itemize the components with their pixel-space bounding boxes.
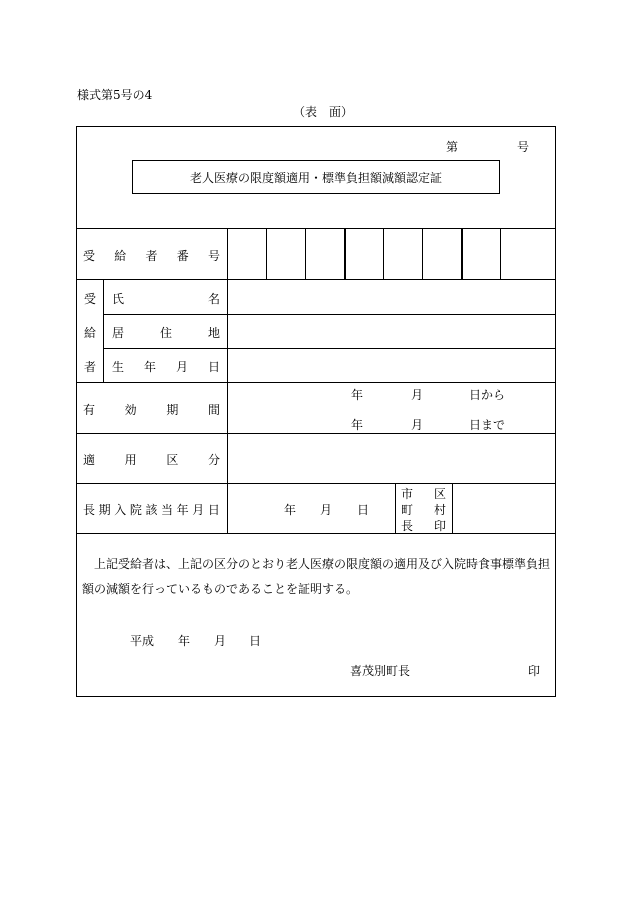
long-stay-month: 月 bbox=[320, 503, 333, 517]
number-cell-divider bbox=[461, 228, 463, 279]
valid-to-day: 日まで bbox=[469, 418, 506, 432]
valid-from-year: 年 bbox=[351, 388, 364, 402]
rule bbox=[395, 483, 396, 533]
long-stay-year: 年 bbox=[284, 503, 297, 517]
recipient-number-label: 受 給 者 番 号 bbox=[83, 249, 220, 263]
rule bbox=[76, 382, 556, 383]
cert-no-suffix: 号 bbox=[517, 140, 530, 154]
number-cell-divider bbox=[266, 228, 267, 279]
number-cell-divider bbox=[383, 228, 384, 279]
address-label: 居 住 地 bbox=[112, 326, 220, 340]
number-cell-divider bbox=[344, 228, 346, 279]
certificate-title: 老人医療の限度額適用・標準負担額減額認定証 bbox=[189, 170, 442, 185]
name-label: 氏 名 bbox=[112, 292, 220, 306]
recipient-group-char: 受 bbox=[84, 292, 97, 306]
rule bbox=[76, 279, 556, 280]
side-label: （表 面） bbox=[293, 105, 354, 119]
issue-year: 年 bbox=[178, 634, 191, 648]
long-stay-day: 日 bbox=[357, 503, 370, 517]
valid-to-year: 年 bbox=[351, 418, 364, 432]
category-label: 適 用 区 分 bbox=[83, 453, 220, 467]
cert-no-prefix: 第 bbox=[446, 140, 459, 154]
issue-month: 月 bbox=[214, 634, 227, 648]
number-cell-divider bbox=[422, 228, 423, 279]
rule bbox=[76, 533, 556, 534]
issue-day: 日 bbox=[249, 634, 262, 648]
form-label: 様式第5号の4 bbox=[77, 88, 153, 102]
issue-era: 平成 bbox=[130, 634, 155, 648]
valid-to-month: 月 bbox=[411, 418, 424, 432]
rule bbox=[452, 483, 453, 533]
long-stay-label: 長 期 入 院 該 当 年 月 日 bbox=[83, 503, 220, 517]
valid-period-label: 有 効 期 間 bbox=[83, 403, 220, 417]
municipality-line-1: 市 区 bbox=[401, 487, 446, 501]
municipality-line-3: 長 印 bbox=[401, 519, 446, 533]
number-cell-divider bbox=[305, 228, 306, 279]
seal-mark: 印 bbox=[528, 664, 541, 678]
rule bbox=[76, 228, 556, 229]
certification-statement: 上記受給者は、上記の区分のとおり老人医療の限度額の適用及び入院時食事標準負担額の減額を行っているものであることを証明する。 bbox=[82, 557, 551, 596]
rule bbox=[103, 279, 104, 382]
recipient-group-char: 給 bbox=[84, 326, 97, 340]
recipient-group-char: 者 bbox=[84, 360, 97, 374]
rule bbox=[227, 228, 228, 533]
valid-from-month: 月 bbox=[411, 388, 424, 402]
birthdate-label: 生 年 月 日 bbox=[112, 360, 220, 374]
rule bbox=[103, 348, 556, 349]
valid-from-day: 日から bbox=[469, 388, 506, 402]
rule bbox=[103, 314, 556, 315]
rule bbox=[76, 483, 556, 484]
issuer-name: 喜茂別町長 bbox=[350, 664, 411, 678]
number-cell-divider bbox=[500, 228, 501, 279]
certificate-title-box bbox=[132, 160, 500, 194]
rule bbox=[76, 433, 556, 434]
municipality-line-2: 町 村 bbox=[401, 503, 446, 517]
